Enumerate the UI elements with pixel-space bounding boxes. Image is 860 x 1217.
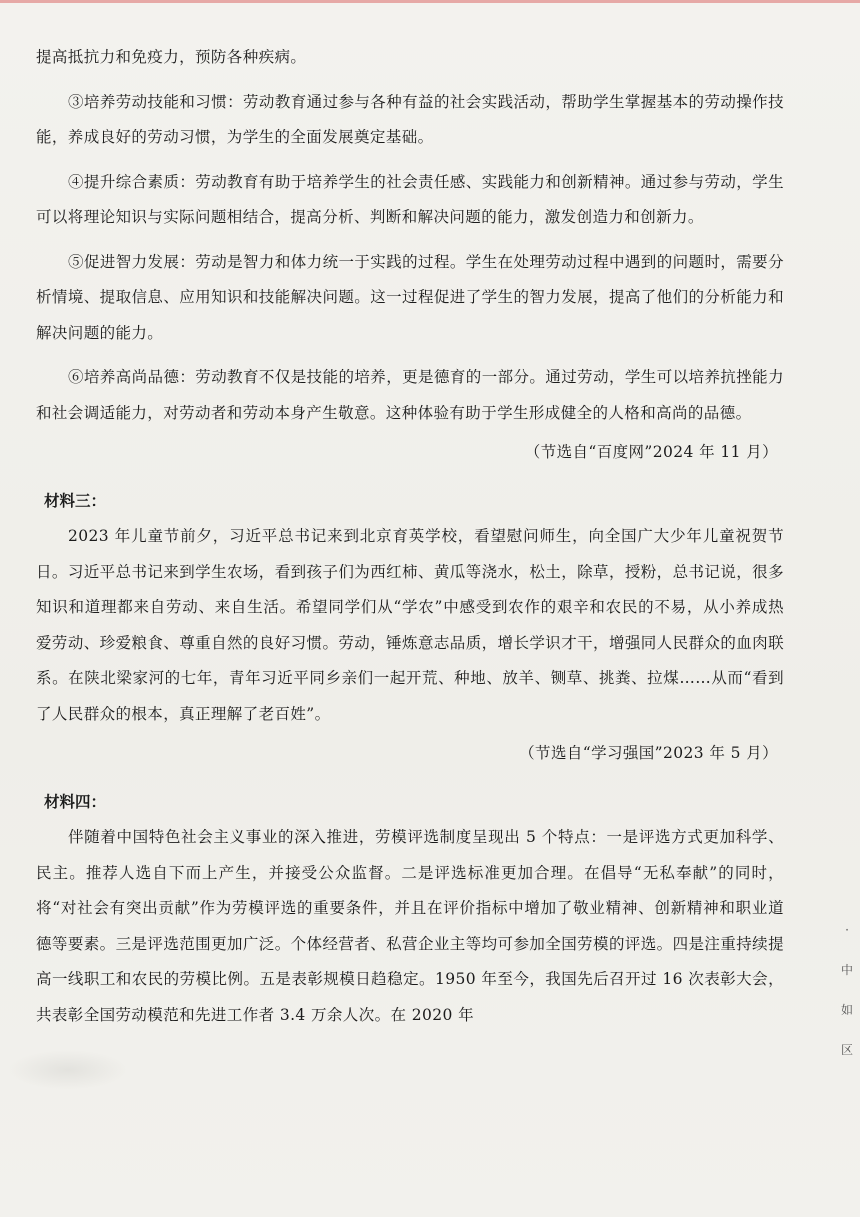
page-top-edge xyxy=(0,0,860,3)
paragraph-labor-skills: ③培养劳动技能和习惯：劳动教育通过参与各种有益的社会实践活动，帮助学生掌握基本的劳动操作技能，养成良好的劳动习惯，为学生的全面发展奠定基础。 xyxy=(36,92,784,146)
source-citation-baidu: （节选自“百度网”2024 年 11 月） xyxy=(524,443,778,461)
document-body xyxy=(36,40,784,1033)
margin-mark: 区 xyxy=(840,1043,853,1057)
material-four-text: 伴随着中国特色社会主义事业的深入推进，劳模评选制度呈现出 5 个特点：一是评选方式更加科学、民主。推荐人选自下而上产生，并接受公众监督。二是评选标准更加合理。在倡导“无私奉献”的同时，将“对社会有突出贡献”作为劳模评选的重要条件，并且在评价指标中增加了敬业精神、创新精神和职业道德等要素。三是评选范围更加广泛。个体经营者、私营企业主等均可参加全国劳模的评选。四是注重持续提高一线职工和农民的劳模比例。五是表彰规模日趋稳定。1950 年至今，我国先后召开过 16 次表彰大会，共表彰全国劳动模范和先进工作者 3.4 万余人次。在 2020 年 xyxy=(36,828,784,1024)
material-three-heading: 材料三： xyxy=(44,492,107,510)
paragraph-noble-character: ⑥培养高尚品德：劳动教育不仅是技能的培养，更是德育的一部分。通过劳动，学生可以培养抗挫能力和社会调适能力，对劳动者和劳动本身产生敬意。这种体验有助于学生形成健全的人格和高尚的品德。 xyxy=(36,368,784,422)
scan-smudge xyxy=(8,1050,128,1090)
margin-mark: 中 xyxy=(840,963,853,977)
material-three-text: 2023 年儿童节前夕，习近平总书记来到北京育英学校，看望慰问师生，向全国广大少年儿童祝贺节日。习近平总书记来到学生农场，看到孩子们为西红柿、黄瓜等浇水，松土，除草，授粉，总书记说，很多知识和道理都来自劳动、来自生活。希望同学们从“学农”中感受到农作的艰辛和农民的不易，从小养成热爱劳动、珍爱粮食、尊重自然的良好习惯。劳动，锤炼意志品质，增长学识才干，增强同人民群众的血肉联系。在陕北梁家河的七年，青年习近平同乡亲们一起开荒、种地、放羊、铡草、挑粪、拉煤……从而“看到了人民群众的根本，真正理解了老百姓”。 xyxy=(36,527,784,723)
paragraph-health: 提高抵抗力和免疫力，预防各种疾病。 xyxy=(36,48,307,66)
material-four-heading: 材料四： xyxy=(44,793,107,811)
margin-mark: 如 xyxy=(840,1003,853,1017)
margin-mark: · xyxy=(845,923,849,937)
right-margin-marks xyxy=(840,910,854,1070)
source-citation-xuexi: （节选自“学习强国”2023 年 5 月） xyxy=(519,744,778,762)
paragraph-intellectual-development: ⑤促进智力发展：劳动是智力和体力统一于实践的过程。学生在处理劳动过程中遇到的问题时，需要分析情境、提取信息、应用知识和技能解决问题。这一过程促进了学生的智力发展，提高了他们的分析能力和解决问题的能力。 xyxy=(36,252,784,342)
paragraph-comprehensive-quality: ④提升综合素质：劳动教育有助于培养学生的社会责任感、实践能力和创新精神。通过参与劳动，学生可以将理论知识与实际问题相结合，提高分析、判断和解决问题的能力，激发创造力和创新力。 xyxy=(36,172,784,226)
